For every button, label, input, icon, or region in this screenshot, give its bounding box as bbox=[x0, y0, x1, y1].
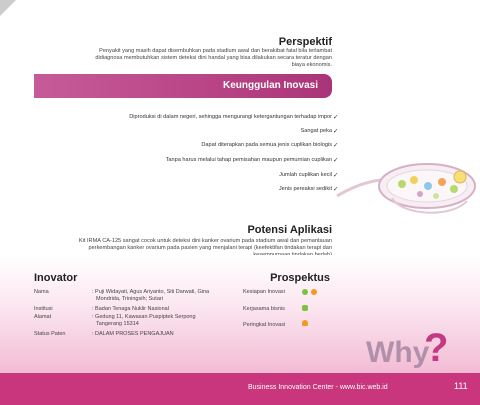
footer-bar bbox=[0, 373, 480, 405]
feature-item: Sangat peka bbox=[300, 128, 332, 134]
question-mark-icon: ? bbox=[424, 326, 449, 370]
feature-item: Jenis pereaksi sedikit bbox=[278, 186, 332, 192]
potensi-heading: Potensi Aplikasi bbox=[247, 224, 332, 236]
page-number: 111 bbox=[454, 381, 468, 391]
inovator-label: Institusi bbox=[34, 306, 53, 312]
ovary-illustration bbox=[332, 136, 480, 236]
check-icon: ✓ bbox=[333, 172, 339, 179]
inovator-value-line: Mondrida, Triningsih; Sutari bbox=[96, 296, 163, 302]
potensi-line: Kit IRMA CA-125 sangat cocok untuk deteksi dini kanker ovarium pada stadium awal dan pemantauan bbox=[78, 238, 332, 244]
footer-website-text: Business Innovation Center - www.bic.web.id bbox=[248, 384, 388, 391]
prospektus-label: Peringkat Inovasi bbox=[243, 322, 286, 328]
inovator-heading: Inovator bbox=[34, 272, 78, 284]
keunggulan-banner bbox=[34, 74, 332, 98]
check-icon: ✓ bbox=[333, 142, 339, 149]
feature-item: Diproduksi di dalam negeri, sehingga mengurangi ketergantungan terhadap impor bbox=[129, 114, 332, 120]
inovator-label: Nama bbox=[34, 289, 49, 295]
check-icon: ✓ bbox=[333, 114, 339, 121]
inovator-value bbox=[92, 289, 209, 303]
perspektif-heading: Perspektif bbox=[278, 36, 332, 48]
prospektus-label: Kerjasama bisnis bbox=[243, 306, 285, 312]
business-handshake-icon bbox=[302, 305, 308, 311]
inovator-label: Status Paten bbox=[34, 331, 66, 337]
check-icon: ✓ bbox=[333, 186, 339, 193]
readiness-dot-green-icon bbox=[302, 289, 308, 295]
perspektif-line: didiagnosa membutuhkan sistem deteksi dini handal yang bisa dilakukan secara teratur dengan bbox=[95, 55, 332, 61]
prospektus-heading: Prospektus bbox=[270, 272, 330, 284]
why-text: Why bbox=[366, 336, 430, 369]
check-icon: ✓ bbox=[333, 157, 339, 164]
feature-item: Jumlah cuplikan kecil bbox=[279, 172, 332, 178]
inovator-value-line: : Gedung 11, Kawasan Puspiptek Serpong bbox=[92, 314, 196, 320]
perspektif-paragraph bbox=[32, 48, 332, 69]
keunggulan-heading: Keunggulan Inovasi bbox=[222, 80, 318, 91]
prospektus-label: Kesiapan Inovasi bbox=[243, 289, 285, 295]
feature-item: Tanpa harus melalui tahap pemisahan maupun pemurnian cuplikan bbox=[165, 157, 332, 163]
page-corner bbox=[0, 0, 16, 16]
inovator-value bbox=[92, 314, 196, 328]
innovation-rank-icon bbox=[302, 320, 308, 326]
inovator-label: Alamat bbox=[34, 314, 52, 320]
perspektif-line: biaya ekonomis. bbox=[291, 62, 332, 68]
potensi-line: perkembangan kanker ovarium pada pasien yang menjalani terapi (keefektifan tindakan terapi dan bbox=[88, 245, 332, 251]
check-icon: ✓ bbox=[333, 128, 339, 135]
inovator-value-line: Tangerang 15314 bbox=[96, 321, 139, 327]
inovator-value: : Badan Tenaga Nuklir Nasional bbox=[92, 306, 169, 312]
feature-item: Dapat diterapkan pada semua jenis cuplikan biologis bbox=[201, 142, 332, 148]
inovator-value-line: : Puji Widayati, Agus Ariyanto, Siti Darwati, Gina bbox=[92, 289, 210, 295]
inovator-value: : DALAM PROSES PENGAJUAN bbox=[92, 331, 174, 337]
readiness-dot-orange-icon bbox=[311, 289, 317, 295]
perspektif-line: Penyakit yang masih dapat disembuhkan pada stadium awal dan berakibat fatal bila terlambat bbox=[99, 48, 332, 54]
